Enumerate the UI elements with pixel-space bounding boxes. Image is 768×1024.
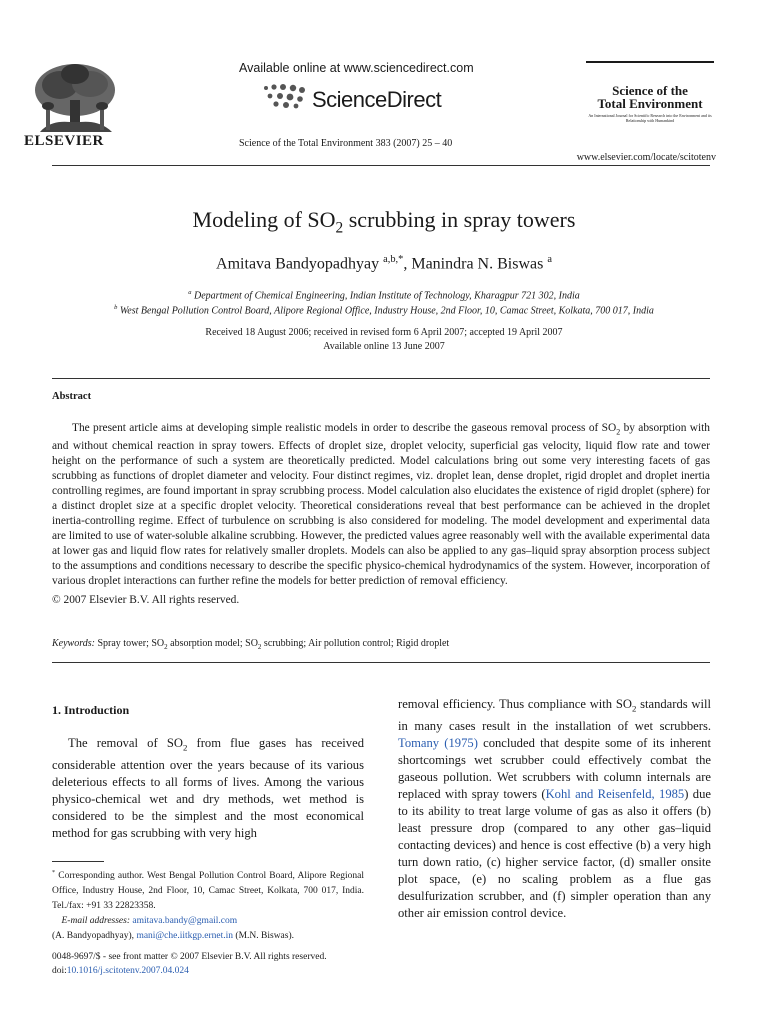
email-link-2[interactable]: mani@che.iitkgp.ernet.in — [136, 931, 234, 942]
abstract-copyright: © 2007 Elsevier B.V. All rights reserved. — [52, 594, 240, 606]
corresponding-author-footnote: * Corresponding author. West Bengal Pollution Control Board, Alipore Regional Office, Industry House, 2nd Floor, 10, Camac Street, Kolkata, 700 017, India. Tel./fax: +91 33 22823358. E-mail addresses: amitava.bandy@gmail.com (A. Bandyopadhyay), mani@che.iitkgp.ernet.in (M.N. Biswas). — [52, 870, 364, 942]
section-heading-introduction: 1. Introduction — [52, 703, 130, 717]
article-title: Modeling of $SO_2$ scrubbing in spray towers — [192, 207, 576, 237]
available-online-text[interactable]: Available online at www.sciencedirect.com — [239, 61, 474, 75]
publisher-name: ELSEVIER — [24, 133, 104, 149]
email-link-1[interactable]: amitava.bandy@gmail.com — [132, 916, 238, 927]
author-list: Amitava Bandyopadhyay $^{a,b,*}$, Manindra N. Biswas $^a$ — [216, 254, 552, 273]
sciencedirect-logo: ScienceDirect — [312, 87, 442, 112]
issn-line: 0048-9697/$ - see front matter © 2007 Elsevier B.V. All rights reserved. — [52, 952, 327, 962]
corresponding-mark[interactable]: * — [398, 254, 404, 265]
affiliation-b: $^b$ West Bengal Pollution Control Board, Alipore Regional Office, Industry House, 2nd Floor, 10, Camac Street, Kolkata, 700 017, India — [114, 304, 654, 317]
journal-title-line1: Science of the — [612, 83, 688, 98]
author-2: Manindra N. Biswas — [411, 255, 544, 273]
abstract-heading: Abstract — [52, 391, 92, 402]
author-1: Amitava Bandyopadhyay — [216, 255, 380, 273]
citation-tomany[interactable]: Tomany (1975) — [398, 735, 478, 750]
intro-paragraph-left: The removal of $SO_2$ from flue gases has received considerable attention over the years because of its various deleterious effects to all forms of lives. Among the various physico-chemical wet and dry methods, wet method is considered to be the simplest and the most economical method for gas scrubbing with very high — [52, 736, 364, 840]
sciencedirect-dots-icon — [260, 82, 308, 110]
doi-line: doi:10.1016/j.scitotenv.2007.04.024 — [52, 966, 189, 976]
doi-link[interactable]: 10.1016/j.scitotenv.2007.04.024 — [66, 966, 189, 976]
header-divider — [52, 165, 710, 166]
journal-subtitle: An International Journal for Scientific Research into the Environment and its Relationship with Humankind — [588, 113, 712, 123]
footnote-rule — [52, 861, 104, 862]
front-matter — [52, 950, 327, 978]
abstract-bottom-rule — [52, 662, 710, 663]
intro-paragraph-right: removal efficiency. Thus compliance with $SO_2$ standards will in many cases result in the installation of wet scrubbers. Tomany (1975) concluded that despite some of its inherent shortcomings wet scrubber could effectively combat the gaseous pollution. Wet scrubbers with column internals are replaced with spray towers (Kohl and Reisenfeld, 1985) due to its ability to treat large volume of gas as also it offers (b) least pressure drop (compared to any other gas–liquid contacting devices) and hence is cost effective (b) a very high turn down ratio, (c) higher service factor, (d) smaller onsite plot space, (e) no scaling problem as a flue gas desulfurization scrubber, and (f) simpler operation than any other air emission control device. — [398, 697, 711, 920]
journal-box-rule — [586, 61, 714, 63]
available-date: Available online 13 June 2007 — [323, 341, 445, 352]
journal-url[interactable]: www.elsevier.com/locate/scitotenv — [576, 152, 716, 163]
affiliation-a: $^a$ Department of Chemical Engineering, Indian Institute of Technology, Kharagpur 721 302, India — [188, 289, 580, 302]
journal-reference: Science of the Total Environment 383 (2007) 25 – 40 — [239, 138, 453, 149]
keywords-line: Keywords: Spray tower; $SO_2$ absorption model; $SO_2$ scrubbing; Air pollution control; Rigid droplet — [52, 638, 450, 651]
received-dates: Received 18 August 2006; received in revised form 6 April 2007; accepted 19 April 2007 — [205, 327, 563, 338]
journal-title — [586, 84, 714, 110]
abstract-top-rule — [52, 378, 710, 379]
journal-title-line2: Total Environment — [597, 96, 703, 111]
citation-kohl-reisenfeld[interactable]: Kohl and Reisenfeld, 1985 — [545, 786, 685, 801]
abstract-text: The present article aims at developing simple realistic models in order to describe the gaseous removal process of $SO_2$ by absorption with and without chemical reaction in spray towers. Effects of droplet size, droplet velocity, superficial gas velocity, liquid flow rate and tower height on the performance of such a system are theoretically predicted. Model calculations bring out some very interesting facets of gas scrubbing as functions of droplet diameter and velocity. Four distinct regimes, viz. droplet lean, dense droplet, rigid droplet and droplet inertia controlling regimes, are found important in spray scrubbing process. Model calculation also elucidates the existence of rigid droplet (sphere) for a distinct droplet size at a specific droplet velocity. Theoretical considerations reveal that best performance can be achieved in the droplet inertia-controlling regime. Effect of turbulence on scrubbing is also considered for modeling. The model development and experimental data are limited to use of water-soluble alkaline scrubbing. However, the predicted values agree reasonably well with the available experimental data at lower gas and liquid flow rates for relatively smaller droplets. Models can also be applied to any gas–liquid spray absorption process subject to the assumptions and conditions necessary to describe the specific physico-chemical hydrodynamics of the system. However, incorporation of various droplet interactions can further refine the models for better prediction of removal efficiency. — [52, 422, 710, 588]
